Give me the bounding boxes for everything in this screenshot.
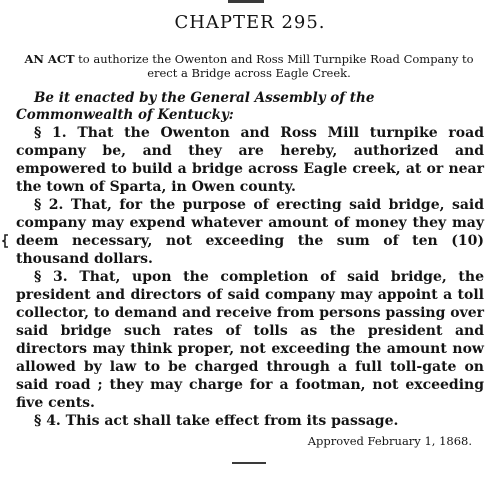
chapter-title: CHAPTER 295. [174,12,326,33]
approval-date: Approved February 1, 1868. [307,434,472,448]
bottom-rule-divider [232,462,266,464]
section-1 [16,124,484,196]
act-title-lead: AN ACT [24,52,75,66]
section-3 [16,268,484,412]
enacting-clause [16,90,484,124]
act-title [16,52,482,80]
section-4-mark: § 4. [34,413,61,429]
top-rule-divider [228,0,264,3]
section-4-text: This act shall take effect from its passage. [60,413,399,429]
section-3-mark: § 3. [34,269,68,285]
section-2-text: That, for the purpose of erecting said bridge, said company may expend whatever amount of money they may deem necessary, not exceeding the sum of ten (10) thousand dollars. [16,197,485,267]
margin-bracket-icon [2,234,10,248]
section-4 [16,412,484,430]
section-3-text: That, upon the completion of said bridge, the president and directors of said company may appoint a toll collector, to demand and receive from persons passing over said bridge such rates of tolls as the president and directors may think proper, not exceeding the amount now allowed by law to be charged through a full toll-gate on said road ; they may charge for a footman, not exceeding five cents. [16,269,484,411]
section-1-text: That the Owenton and Ross Mill turnpike road company be, and they are hereby, authorized and empowered to build a bridge across Eagle creek, at or near the town of Sparta, in Owen county. [16,125,484,195]
section-2 [16,196,484,268]
enacting-clause-text: Be it enacted by the General Assembly of the Commonwealth of Kentucky: [16,90,375,123]
section-2-mark: § 2. [34,197,64,213]
act-title-text: to authorize the Owenton and Ross Mill Turnpike Road Company to erect a Bridge across Eagle Creek. [74,52,474,80]
section-1-mark: § 1. [34,125,67,141]
